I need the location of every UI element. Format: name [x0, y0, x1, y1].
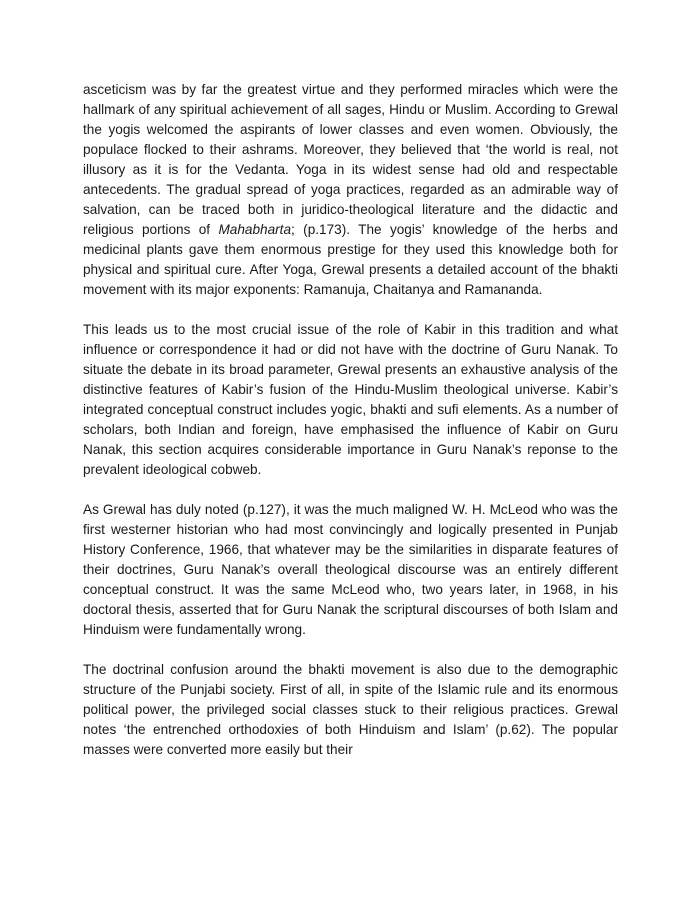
- paragraph-4: The doctrinal confusion around the bhakti movement is also due to the demographic structure of the Punjabi society. First of all, in spite of the Islamic rule and its enormous political power, the privileged social classes stuck to their religious practices. Grewal notes ‘the entrenched orthodoxies of both Hinduism and Islam’ (p.62). The popular masses were converted more easily but their: [83, 662, 618, 757]
- document-page: [83, 80, 618, 760]
- paragraph-3: As Grewal has duly noted (p.127), it was the much maligned W. H. McLeod who was the first westerner historian who had most convincingly and logically presented in Punjab History Conference, 1966, that whatever may be the similarities in disparate features of their doctrines, Guru Nanak’s overall theological discourse was an entirely different conceptual construct. It was the same McLeod who, two years later, in 1968, in his doctoral thesis, asserted that for Guru Nanak the scriptural discourses of both Islam and Hinduism were fundamentally wrong.: [83, 502, 618, 637]
- mahabharta-title: Mahabharta: [218, 222, 292, 237]
- paragraph-1-text-a: asceticism was by far the greatest virtue and they performed miracles which were the hallmark of any spiritual achievement of all sages, Hindu or Muslim. According to Grewal the yogis welcomed the aspirants of lower classes and even women. Obviously, the populace flocked to their ashrams. Moreover, they believed that ‘the world is real, not illusory as it is for the Vedanta. Yoga in its widest sense had old and respectable antecedents. The gradual spread of yoga practices, regarded as an admirable way of salvation, can be traced both in juridico-theological literature and the didactic and religious portions of: [83, 82, 618, 237]
- paragraph-2: This leads us to the most crucial issue of the role of Kabir in this tradition and what influence or correspondence it had or did not have with the doctrine of Guru Nanak. To situate the debate in its broad parameter, Grewal presents an exhaustive analysis of the distinctive features of Kabir’s fusion of the Hindu-Muslim theological universe. Kabir’s integrated conceptual construct includes yogic, bhakti and sufi elements. As a number of scholars, both Indian and foreign, have emphasised the influence of Kabir on Guru Nanak, this section acquires considerable importance in Guru Nanak’s reponse to the prevalent ideological cobweb.: [83, 322, 618, 477]
- paragraph-1: [83, 80, 618, 300]
- paragraph-1-text-b: ; (p.173). The yogis’ knowledge of the herbs and medicinal plants gave them enormous prestige for they used this knowledge both for physical and spiritual cure. After Yoga, Grewal presents a detailed account of the bhakti movement with its major exponents: Ramanuja, Chaitanya and Ramananda.: [83, 222, 618, 297]
